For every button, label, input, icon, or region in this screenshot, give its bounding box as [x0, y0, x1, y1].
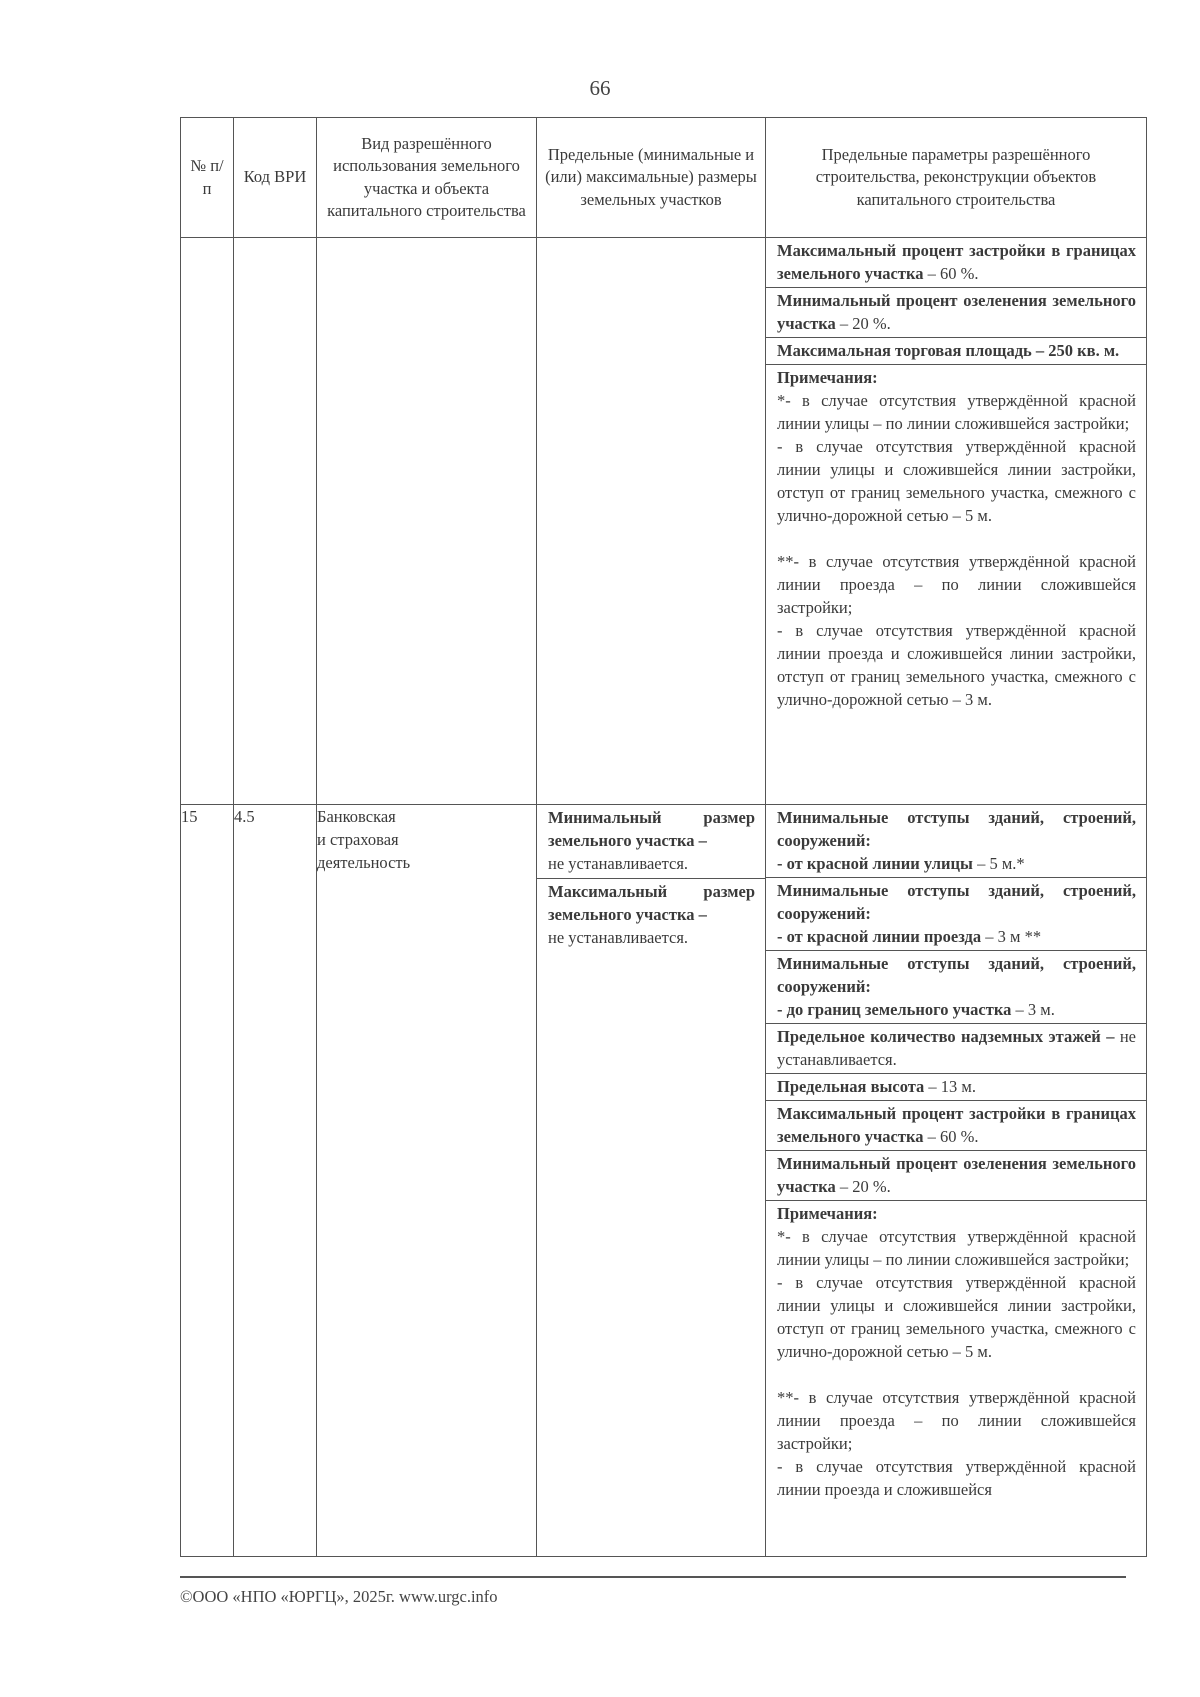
cell-sizes-empty	[537, 238, 766, 805]
cell-kind-empty	[317, 238, 537, 805]
footer-divider	[180, 1576, 1126, 1578]
param-setback-boundary: Минимальные отступы зданий, строений, сооружений: - до границ земельного участка – 3 м.	[766, 950, 1146, 1023]
param-min-green-percent: Минимальный процент озеленения земельного участка – 20 %.	[766, 287, 1146, 337]
notes-title: Примечания:	[777, 368, 878, 387]
note-item: - в случае отсутствия утверждённой красной линии улицы и сложившейся линии застройки, отступ от границ земельного участка, смежного с улично-дорожной сетью – 5 м.	[777, 437, 1136, 525]
notes-block	[766, 364, 1146, 713]
note-item: - в случае отсутствия утверждённой красной линии проезда и сложившейся линии застройки, отступ от границ земельного участка, смежного с улично-дорожной сетью – 3 м.	[777, 621, 1136, 709]
notes-block	[766, 1200, 1146, 1503]
table-row-15	[181, 805, 1147, 1557]
page-number: 66	[589, 76, 611, 100]
notes-title: Примечания:	[777, 1204, 878, 1223]
cell-params-continuation	[766, 238, 1147, 805]
header-sizes: Предельные (минимальные и (или) максимальные) размеры земельных участков	[537, 118, 766, 238]
param-max-build-percent: Максимальный процент застройки в границах земельного участка – 60 %.	[766, 1100, 1146, 1150]
header-kind: Вид разрешённого использования земельного участка и объекта капитального строительства	[317, 118, 537, 238]
note-item: - в случае отсутствия утверждённой красной линии проезда и сложившейся	[777, 1457, 1136, 1499]
size-min: Минимальный размер земельного участка – не устанавливается.	[548, 808, 755, 873]
note-item: *- в случае отсутствия утверждённой красной линии улицы – по линии сложившейся застройки;	[777, 391, 1136, 433]
footer-copyright: ©ООО «НПО «ЮРГЦ», 2025г. www.urgc.info	[180, 1587, 498, 1606]
table-header-row	[181, 118, 1147, 238]
param-setback-street: Минимальные отступы зданий, строений, сооружений: - от красной линии улицы – 5 м.*	[777, 808, 1136, 873]
note-item: **- в случае отсутствия утверждённой красной линии проезда – по линии сложившейся застройки;	[777, 1388, 1136, 1453]
param-max-trade-area: Максимальная торговая площадь – 250 кв. м.	[766, 337, 1146, 364]
param-floors: Предельное количество надземных этажей – не устанавливается.	[766, 1023, 1146, 1073]
header-params: Предельные параметры разрешённого строительства, реконструкции объектов капитального строительства	[766, 118, 1147, 238]
cell-code: 4.5	[234, 805, 317, 1557]
param-min-green-percent: Минимальный процент озеленения земельного участка – 20 %.	[766, 1150, 1146, 1200]
param-max-build-percent: Максимальный процент застройки в границах земельного участка – 60 %.	[777, 241, 1136, 283]
note-item: *- в случае отсутствия утверждённой красной линии улицы – по линии сложившейся застройки;	[777, 1227, 1136, 1269]
cell-code-empty	[234, 238, 317, 805]
note-item: - в случае отсутствия утверждённой красной линии улицы и сложившейся линии застройки, отступ от границ земельного участка, смежного с улично-дорожной сетью – 5 м.	[777, 1273, 1136, 1361]
size-max: Максимальный размер земельного участка – не устанавливается.	[537, 878, 765, 952]
header-num: № п/п	[181, 118, 234, 238]
table-row-continuation	[181, 238, 1147, 805]
header-code: Код ВРИ	[234, 118, 317, 238]
cell-sizes	[537, 805, 766, 1557]
param-setback-passage: Минимальные отступы зданий, строений, сооружений: - от красной линии проезда – 3 м **	[766, 877, 1146, 950]
cell-num-empty	[181, 238, 234, 805]
note-item: **- в случае отсутствия утверждённой красной линии проезда – по линии сложившейся застройки;	[777, 552, 1136, 617]
zoning-table	[180, 117, 1147, 1557]
cell-num: 15	[181, 805, 234, 1557]
cell-kind: Банковская и страховая деятельность	[317, 805, 537, 1557]
param-max-height: Предельная высота – 13 м.	[766, 1073, 1146, 1100]
cell-params	[766, 805, 1147, 1557]
